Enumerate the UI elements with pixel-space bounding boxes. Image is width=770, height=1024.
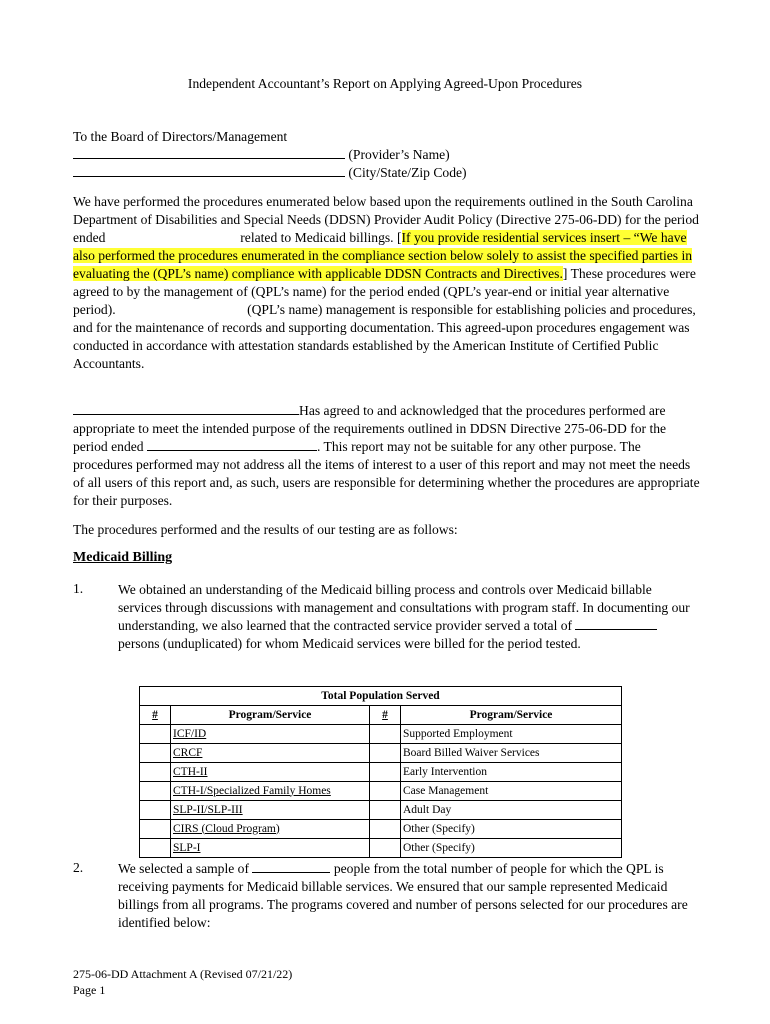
count-cell[interactable]: [370, 801, 401, 820]
count-cell[interactable]: [140, 801, 171, 820]
population-table: [139, 686, 622, 858]
page-number: Page 1: [73, 983, 106, 997]
count-cell[interactable]: [140, 763, 171, 782]
program-cell: Other (Specify): [401, 839, 622, 858]
item1-text-b: persons (unduplicated) for whom Medicaid services were billed for the period tested.: [118, 636, 581, 651]
count-cell[interactable]: [370, 725, 401, 744]
program-cell: ICF/ID: [171, 725, 370, 744]
city-state-zip-label: (City/State/Zip Code): [348, 165, 467, 180]
program-cell: SLP-II/SLP-III: [171, 801, 370, 820]
program-cell: Adult Day: [401, 801, 622, 820]
intro-text-d: (QPL’s name) management is responsible for establishing policies and procedures, and for the maintenance of records and supporting documentation. This agreed-upon procedures engagement was conducted in accordance with attestation standards established by the American Institute of Certified Public Accountants.: [73, 302, 696, 371]
intro-text-c: These procedures were agreed to by the management of (QPL’s name) for the period ended (QPL’s year-end or initial year alternative period).: [73, 266, 696, 317]
column-header: Program/Service: [401, 706, 622, 725]
table-row: [140, 725, 622, 744]
table-row: [140, 820, 622, 839]
program-cell: CTH-I/Specialized Family Homes: [171, 782, 370, 801]
provider-name-label: (Provider’s Name): [348, 147, 450, 162]
intro-text-a: We have performed the procedures enumerated below based upon the requirements outlined in the South Carolina Department of Disabilities and Special Needs (DDSN) Provider Audit Policy (Directive 275-06-DD) for the period ended: [73, 194, 699, 245]
count-cell[interactable]: [370, 782, 401, 801]
agreement-text-a: Has agreed to and acknowledged that the procedures performed are appropriate to meet the intended purpose of the requirements outlined in DDSN Directive 275-06-DD for the period ended: [73, 403, 667, 454]
blank-line: [73, 164, 345, 177]
count-cell[interactable]: [140, 725, 171, 744]
column-header: Program/Service: [171, 706, 370, 725]
item-number: 2.: [73, 860, 84, 875]
program-cell: CIRS (Cloud Program): [171, 820, 370, 839]
program-cell: CTH-II: [171, 763, 370, 782]
page-footer: [73, 966, 292, 998]
item2-text-b: people from the total number of people for which the QPL is receiving payments for Medicaid billable services. We ensured that our sample represented Medicaid billings from all programs. The programs covered and number of persons selected for our procedures are identified below:: [118, 861, 688, 930]
count-cell[interactable]: [140, 839, 171, 858]
count-cell[interactable]: [140, 782, 171, 801]
city-state-zip-line: [73, 164, 701, 182]
table-row: [140, 782, 622, 801]
provider-name-line: [73, 146, 701, 164]
report-title: Independent Accountant’s Report on Applying Agreed-Upon Procedures: [187, 76, 583, 91]
program-cell: Case Management: [401, 782, 622, 801]
section-heading: Medicaid Billing: [73, 550, 173, 565]
intro-paragraph: [73, 193, 701, 373]
bracket-close: ]: [562, 266, 568, 281]
table-row: [140, 763, 622, 782]
total-persons-blank: [575, 617, 657, 630]
agreement-text-b: . This report may not be suitable for any other purpose. The procedures performed may not address all the items of interest to a user of this report and may not meet the needs of all users of this report and, as such, users are responsible for determining whether the procedures are appropriate for their purposes.: [73, 439, 700, 508]
table-row: [140, 744, 622, 763]
agreement-paragraph: [73, 402, 701, 510]
table-row: [140, 839, 622, 858]
count-cell[interactable]: [140, 820, 171, 839]
address-block: [73, 128, 701, 182]
program-cell: CRCF: [171, 744, 370, 763]
table-row: [140, 801, 622, 820]
period-blank: [109, 230, 237, 242]
intro-text-b: related to Medicaid billings.: [240, 230, 394, 245]
form-revision: 275-06-DD Attachment A (Revised 07/21/22): [73, 967, 293, 981]
count-cell[interactable]: [370, 763, 401, 782]
procedures-intro: The procedures performed and the results of our testing are as follows:: [73, 522, 458, 537]
blank-line: [73, 402, 299, 415]
sample-size-blank: [252, 860, 330, 873]
bracket-open: [: [396, 230, 402, 245]
program-cell: Other (Specify): [401, 820, 622, 839]
column-header: #: [370, 706, 401, 725]
addressee: To the Board of Directors/Management: [73, 129, 288, 144]
count-cell[interactable]: [370, 839, 401, 858]
column-header: #: [140, 706, 171, 725]
count-cell[interactable]: [140, 744, 171, 763]
residential-insert-highlight: If you provide residential services insert – “We have also performed the procedures enumerated in the compliance section below solely to assist the specified parties in evaluating the (QPL’s name) compliance with applicable DDSN Contracts and Directives.: [73, 230, 693, 281]
procedure-item-2: [118, 860, 690, 932]
item-number: 1.: [73, 581, 84, 596]
program-cell: Early Intervention: [401, 763, 622, 782]
program-cell: Supported Employment: [401, 725, 622, 744]
program-cell: Board Billed Waiver Services: [401, 744, 622, 763]
item1-text-a: We obtained an understanding of the Medicaid billing process and controls over Medicaid billable services through discussions with management and consultations with program staff. In documenting our understanding, we also learned that the contracted service provider served a total of: [118, 582, 690, 633]
count-cell[interactable]: [370, 744, 401, 763]
table-caption: Total Population Served: [140, 687, 622, 706]
item2-text-a: We selected a sample of: [118, 861, 250, 876]
period-ended-blank: [147, 438, 317, 451]
blank-line: [73, 146, 345, 159]
procedure-item-1: [118, 581, 690, 653]
count-cell[interactable]: [370, 820, 401, 839]
program-cell: SLP-I: [171, 839, 370, 858]
